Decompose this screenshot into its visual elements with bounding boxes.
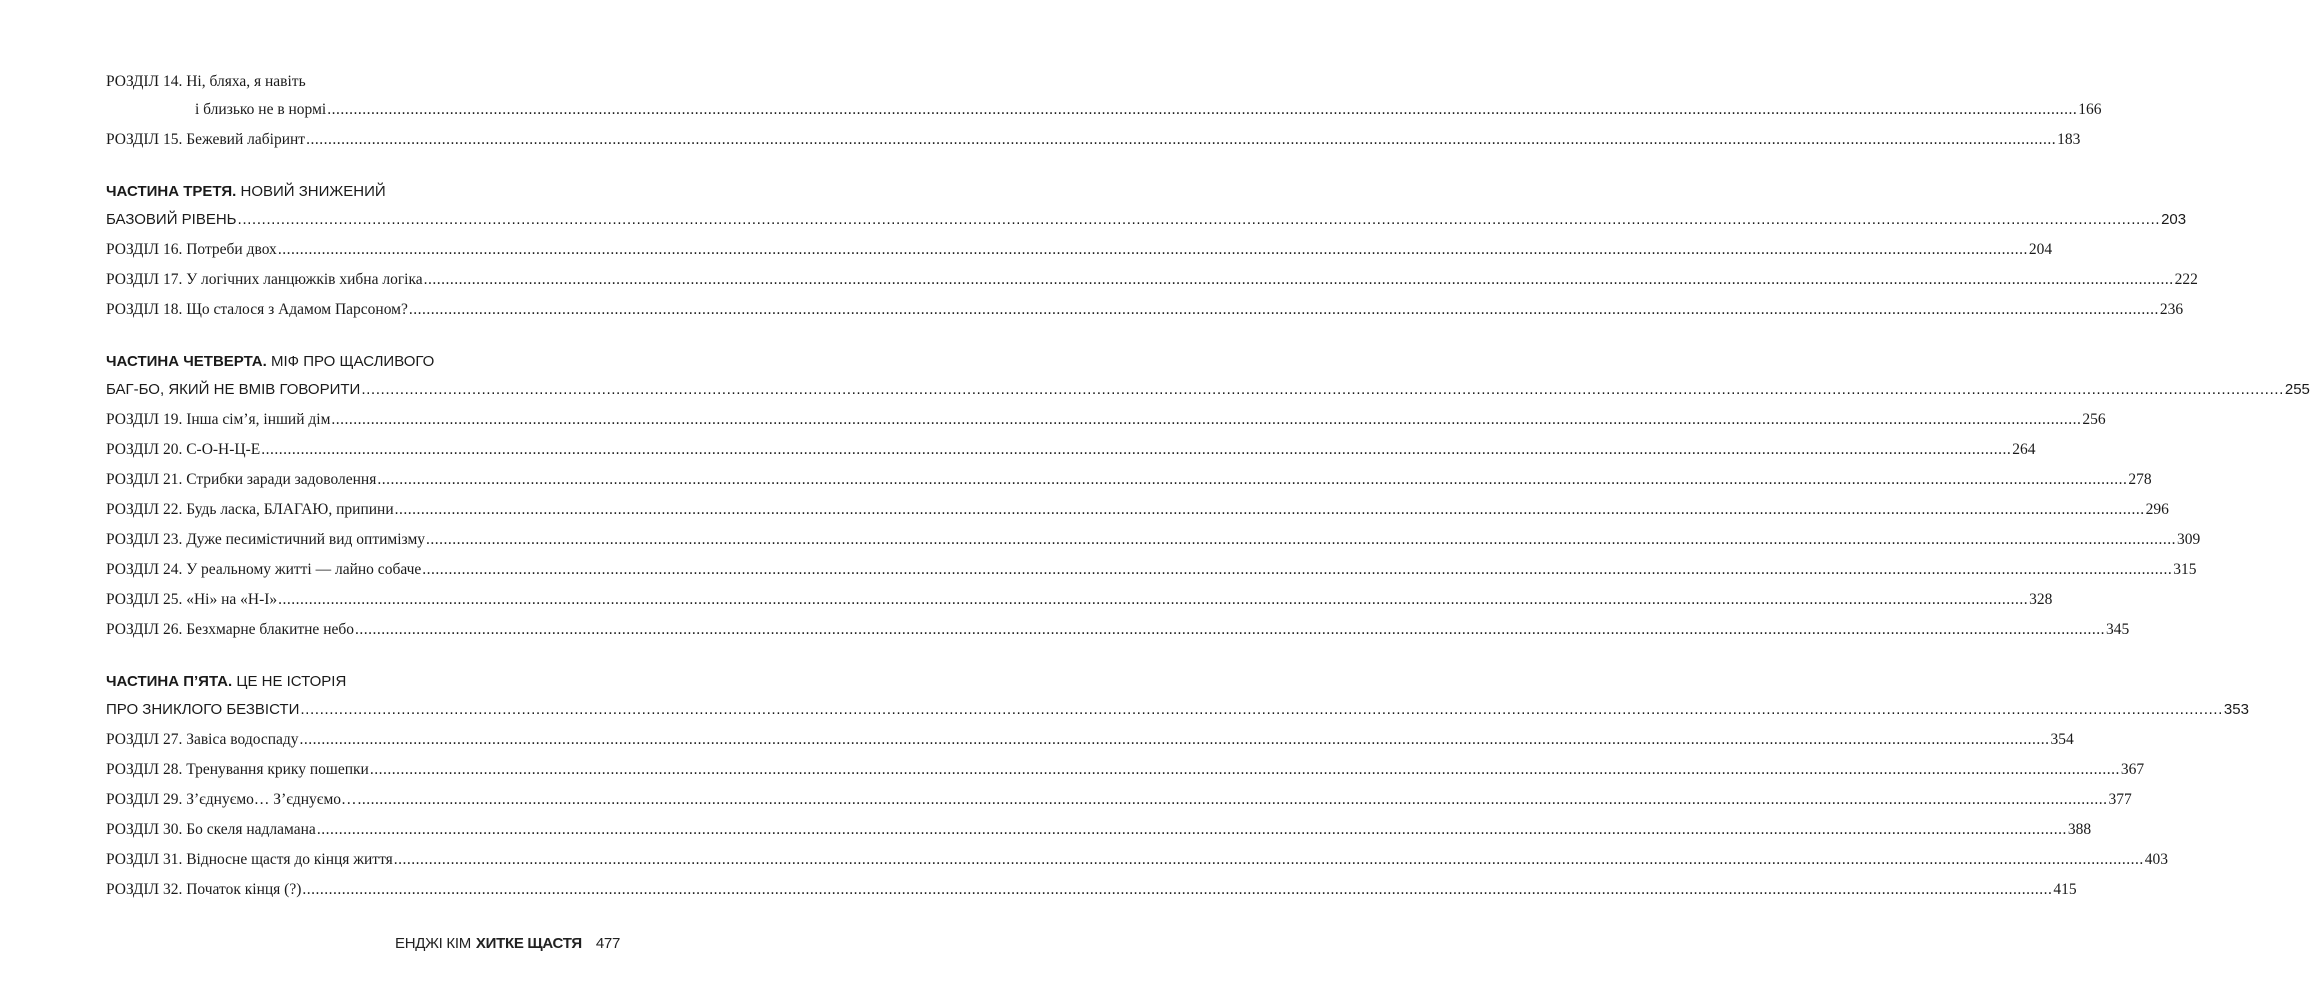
toc-entry-label: ЧАСТИНА ТРЕТЯ. bbox=[106, 183, 237, 200]
toc-dot-leader: ................................................................................................................................................................................................................................................................................................................................................................................................................ bbox=[237, 211, 2161, 228]
toc-dot-leader: ................................................................................................................................................................................................................................................................................................................................................................................................................ bbox=[361, 381, 2284, 398]
toc-dot-leader: ................................................................................................................................................................................................................................................................................................................................................................................................................ bbox=[261, 441, 2012, 458]
toc-entry-title bbox=[106, 298, 408, 322]
toc-page-number: 236 bbox=[2159, 301, 2184, 318]
toc-entry-text: Стрибки заради задоволення bbox=[186, 471, 377, 488]
toc-chapter-row bbox=[106, 70, 306, 94]
toc-chapter-row bbox=[106, 588, 2053, 612]
toc-entry-title bbox=[106, 350, 434, 374]
toc-page-number: 255 bbox=[2284, 381, 2310, 398]
footer-book-title: ХИТКЕ ЩАСТЯ bbox=[475, 934, 582, 952]
toc-entry-text: Інша сім’я, інший дім bbox=[186, 411, 331, 428]
toc-dot-leader: ................................................................................................................................................................................................................................................................................................................................................................................................................ bbox=[302, 881, 2053, 898]
toc-entry-label: РОЗДІЛ 17. bbox=[106, 271, 183, 288]
toc-entry-title bbox=[106, 788, 357, 812]
toc-entry-title bbox=[106, 468, 376, 492]
toc-entry-text: С-О-Н-Ц-Е bbox=[186, 441, 261, 458]
toc-entry-title bbox=[106, 558, 421, 582]
toc-entry-label: РОЗДІЛ 16. bbox=[106, 241, 183, 258]
toc-page-number: 222 bbox=[2174, 271, 2198, 288]
toc-entry-label: РОЗДІЛ 26. bbox=[106, 621, 183, 638]
toc-page-number: 403 bbox=[2144, 851, 2169, 868]
toc-entry-text: У реальному житті — лайно собаче bbox=[186, 561, 422, 578]
toc-dot-leader: ................................................................................................................................................................................................................................................................................................................................................................................................................ bbox=[299, 731, 2050, 748]
toc-chapter-row bbox=[106, 618, 2130, 642]
toc-entry-title bbox=[106, 128, 305, 152]
toc-dot-leader: ................................................................................................................................................................................................................................................................................................................................................................................................................ bbox=[422, 561, 2173, 578]
toc-part-row bbox=[106, 698, 2249, 722]
toc-entry-label: РОЗДІЛ 25. bbox=[106, 591, 183, 608]
toc-dot-leader: ................................................................................................................................................................................................................................................................................................................................................................................................................ bbox=[377, 471, 2128, 488]
toc-dot-leader: ................................................................................................................................................................................................................................................................................................................................................................................................................ bbox=[277, 241, 2028, 258]
toc-dot-leader: ................................................................................................................................................................................................................................................................................................................................................................................................................ bbox=[278, 591, 2029, 608]
toc-entry-label: РОЗДІЛ 20. bbox=[106, 441, 183, 458]
toc-chapter-row bbox=[106, 498, 2169, 522]
toc-page-number: 415 bbox=[2053, 881, 2077, 898]
toc-entry-label: РОЗДІЛ 31. bbox=[106, 851, 183, 868]
toc-entry-title bbox=[106, 208, 237, 232]
toc-entry-label: РОЗДІЛ 27. bbox=[106, 731, 183, 748]
toc-entry-title bbox=[106, 238, 277, 262]
toc-entry-title bbox=[106, 180, 386, 204]
toc-chapter-row bbox=[106, 238, 2053, 262]
toc-entry-label: ЧАСТИНА П’ЯТА. bbox=[106, 673, 233, 690]
toc-chapter-row bbox=[106, 878, 2077, 902]
toc-entry-text: З’єднуємо… З’єднуємо… bbox=[186, 791, 357, 808]
toc-entry-title bbox=[106, 408, 330, 432]
toc-dot-leader: ................................................................................................................................................................................................................................................................................................................................................................................................................ bbox=[306, 131, 2057, 148]
toc-part-row bbox=[106, 350, 434, 374]
toc-dot-leader: ................................................................................................................................................................................................................................................................................................................................................................................................................ bbox=[426, 531, 2176, 548]
toc-chapter-row bbox=[106, 408, 2106, 432]
toc-entry-text: БАГ-БО, ЯКИЙ НЕ ВМІВ ГОВОРИТИ bbox=[106, 381, 361, 398]
toc-part-row bbox=[106, 378, 2310, 402]
toc-page-number: 315 bbox=[2173, 561, 2197, 578]
toc-entry-title bbox=[195, 98, 326, 122]
toc-entry-label: РОЗДІЛ 15. bbox=[106, 131, 183, 148]
toc-entry-title bbox=[106, 848, 393, 872]
toc-entry-title bbox=[106, 438, 260, 462]
toc-chapter-row bbox=[106, 268, 2198, 292]
toc-dot-leader: ................................................................................................................................................................................................................................................................................................................................................................................................................ bbox=[408, 301, 2159, 318]
toc-entry-text: Завіса водоспаду bbox=[186, 731, 299, 748]
toc-chapter-row bbox=[106, 528, 2201, 552]
toc-entry-title bbox=[106, 268, 423, 292]
toc-entry-text: Будь ласка, БЛАГАЮ, припини bbox=[186, 501, 394, 518]
toc-page-number: 183 bbox=[2057, 131, 2081, 148]
toc-page-number: 354 bbox=[2050, 731, 2074, 748]
toc-chapter-row bbox=[106, 758, 2145, 782]
footer-author: ЕНДЖІ КІМ bbox=[395, 934, 471, 952]
toc-dot-leader: ................................................................................................................................................................................................................................................................................................................................................................................................................ bbox=[393, 851, 2144, 868]
toc-page-number: 278 bbox=[2128, 471, 2152, 488]
toc-entry-label: РОЗДІЛ 29. bbox=[106, 791, 183, 808]
toc-chapter-row bbox=[106, 818, 2092, 842]
toc-entry-label: РОЗДІЛ 32. bbox=[106, 881, 183, 898]
toc-entry-title bbox=[106, 878, 301, 902]
toc-chapter-row bbox=[106, 298, 2184, 322]
toc-entry-title bbox=[106, 378, 360, 402]
toc-entry-title bbox=[106, 818, 316, 842]
toc-entry-text: Бежевий лабіринт bbox=[186, 131, 306, 148]
toc-entry-text: НОВИЙ ЗНИЖЕНИЙ bbox=[240, 183, 386, 200]
toc-entry-text: ЦЕ НЕ ІСТОРІЯ bbox=[236, 673, 347, 690]
toc-entry-text: У логічних ланцюжків хибна логіка bbox=[186, 271, 423, 288]
toc-chapter-row bbox=[106, 128, 2081, 152]
toc-entry-text: Ні, бляха, я навіть bbox=[186, 73, 306, 90]
toc-entry-title bbox=[106, 698, 299, 722]
toc-entry-label: ЧАСТИНА ЧЕТВЕРТА. bbox=[106, 353, 267, 370]
toc-entry-label: РОЗДІЛ 18. bbox=[106, 301, 183, 318]
toc-chapter-row bbox=[106, 438, 2036, 462]
toc-dot-leader: ................................................................................................................................................................................................................................................................................................................................................................................................................ bbox=[300, 701, 2223, 718]
toc-page-number: 166 bbox=[2078, 101, 2102, 118]
toc-entry-label: РОЗДІЛ 23. bbox=[106, 531, 183, 548]
toc-chapter-row bbox=[106, 468, 2152, 492]
toc-dot-leader: ................................................................................................................................................................................................................................................................................................................................................................................................................ bbox=[331, 411, 2082, 428]
footer-page-number: 477 bbox=[595, 934, 620, 952]
toc-part-row bbox=[106, 208, 2187, 232]
toc-entry-text: ПРО ЗНИКЛОГО БЕЗВІСТИ bbox=[106, 701, 300, 718]
toc-entry-text: Тренування крику пошепки bbox=[186, 761, 369, 778]
toc-page-number: 353 bbox=[2223, 701, 2249, 718]
toc-entry-label: РОЗДІЛ 30. bbox=[106, 821, 183, 838]
toc-entry-text: БАЗОВИЙ РІВЕНЬ bbox=[106, 211, 237, 228]
toc-dot-leader: ................................................................................................................................................................................................................................................................................................................................................................................................................ bbox=[394, 501, 2145, 518]
toc-entry-label: РОЗДІЛ 22. bbox=[106, 501, 183, 518]
toc-dot-leader: ................................................................................................................................................................................................................................................................................................................................................................................................................ bbox=[355, 621, 2106, 638]
toc-entry-title bbox=[106, 618, 354, 642]
toc-entry-text: Відносне щастя до кінця життя bbox=[186, 851, 393, 868]
toc-entry-text: Дуже песимістичний вид оптимізму bbox=[186, 531, 425, 548]
toc-page-number: 328 bbox=[2029, 591, 2053, 608]
toc-page-number: 367 bbox=[2120, 761, 2145, 778]
toc-entry-title bbox=[106, 728, 299, 752]
toc-entry-label: РОЗДІЛ 28. bbox=[106, 761, 183, 778]
toc-entry-title bbox=[106, 758, 369, 782]
toc-entry-label: РОЗДІЛ 19. bbox=[106, 411, 183, 428]
toc-page-number: 377 bbox=[2108, 791, 2132, 808]
toc-chapter-row bbox=[106, 788, 2132, 812]
toc-entry-text: Бо скеля надламана bbox=[186, 821, 316, 838]
toc-page-number: 296 bbox=[2145, 501, 2169, 518]
toc-chapter-row bbox=[195, 98, 2102, 122]
toc-page-number: 204 bbox=[2028, 241, 2053, 258]
toc-entry-label: РОЗДІЛ 24. bbox=[106, 561, 183, 578]
toc-entry-label: РОЗДІЛ 14. bbox=[106, 73, 183, 90]
toc-entry-text: Що сталося з Адамом Парсоном? bbox=[186, 301, 408, 318]
toc-page-number: 345 bbox=[2106, 621, 2130, 638]
toc-chapter-row bbox=[106, 848, 2169, 872]
toc-dot-leader: ................................................................................................................................................................................................................................................................................................................................................................................................................ bbox=[316, 821, 2067, 838]
toc-entry-text: «Ні» на «Н-І» bbox=[186, 591, 278, 608]
toc-part-row bbox=[106, 180, 386, 204]
toc-entry-text: Потреби двох bbox=[186, 241, 277, 258]
toc-page-number: 264 bbox=[2012, 441, 2036, 458]
toc-entry-text: Початок кінця (?) bbox=[186, 881, 302, 898]
toc-page-number: 203 bbox=[2161, 211, 2187, 228]
toc-entry-text: МІФ ПРО ЩАСЛИВОГО bbox=[270, 353, 435, 370]
toc-dot-leader: ................................................................................................................................................................................................................................................................................................................................................................................................................ bbox=[369, 761, 2120, 778]
toc-dot-leader: ................................................................................................................................................................................................................................................................................................................................................................................................................ bbox=[423, 271, 2174, 288]
toc-chapter-row bbox=[106, 728, 2074, 752]
toc-entry-title bbox=[106, 528, 425, 552]
toc-entry-title bbox=[106, 498, 394, 522]
toc-page-number: 256 bbox=[2082, 411, 2106, 428]
toc-entry-title bbox=[106, 70, 306, 94]
toc-entry-text: Безхмарне блакитне небо bbox=[186, 621, 355, 638]
toc-page-number: 388 bbox=[2067, 821, 2092, 838]
toc-page-number: 309 bbox=[2177, 531, 2201, 548]
toc-entry-label: РОЗДІЛ 21. bbox=[106, 471, 183, 488]
page-footer bbox=[395, 932, 620, 954]
toc-dot-leader: ................................................................................................................................................................................................................................................................................................................................................................................................................ bbox=[327, 101, 2078, 118]
toc-entry-title bbox=[106, 670, 346, 694]
toc-chapter-row bbox=[106, 558, 2197, 582]
toc-entry-title bbox=[106, 588, 277, 612]
toc-dot-leader: ................................................................................................................................................................................................................................................................................................................................................................................................................ bbox=[357, 791, 2108, 808]
toc-part-row bbox=[106, 670, 346, 694]
toc-entry-text: і близько не в нормі bbox=[195, 101, 327, 118]
